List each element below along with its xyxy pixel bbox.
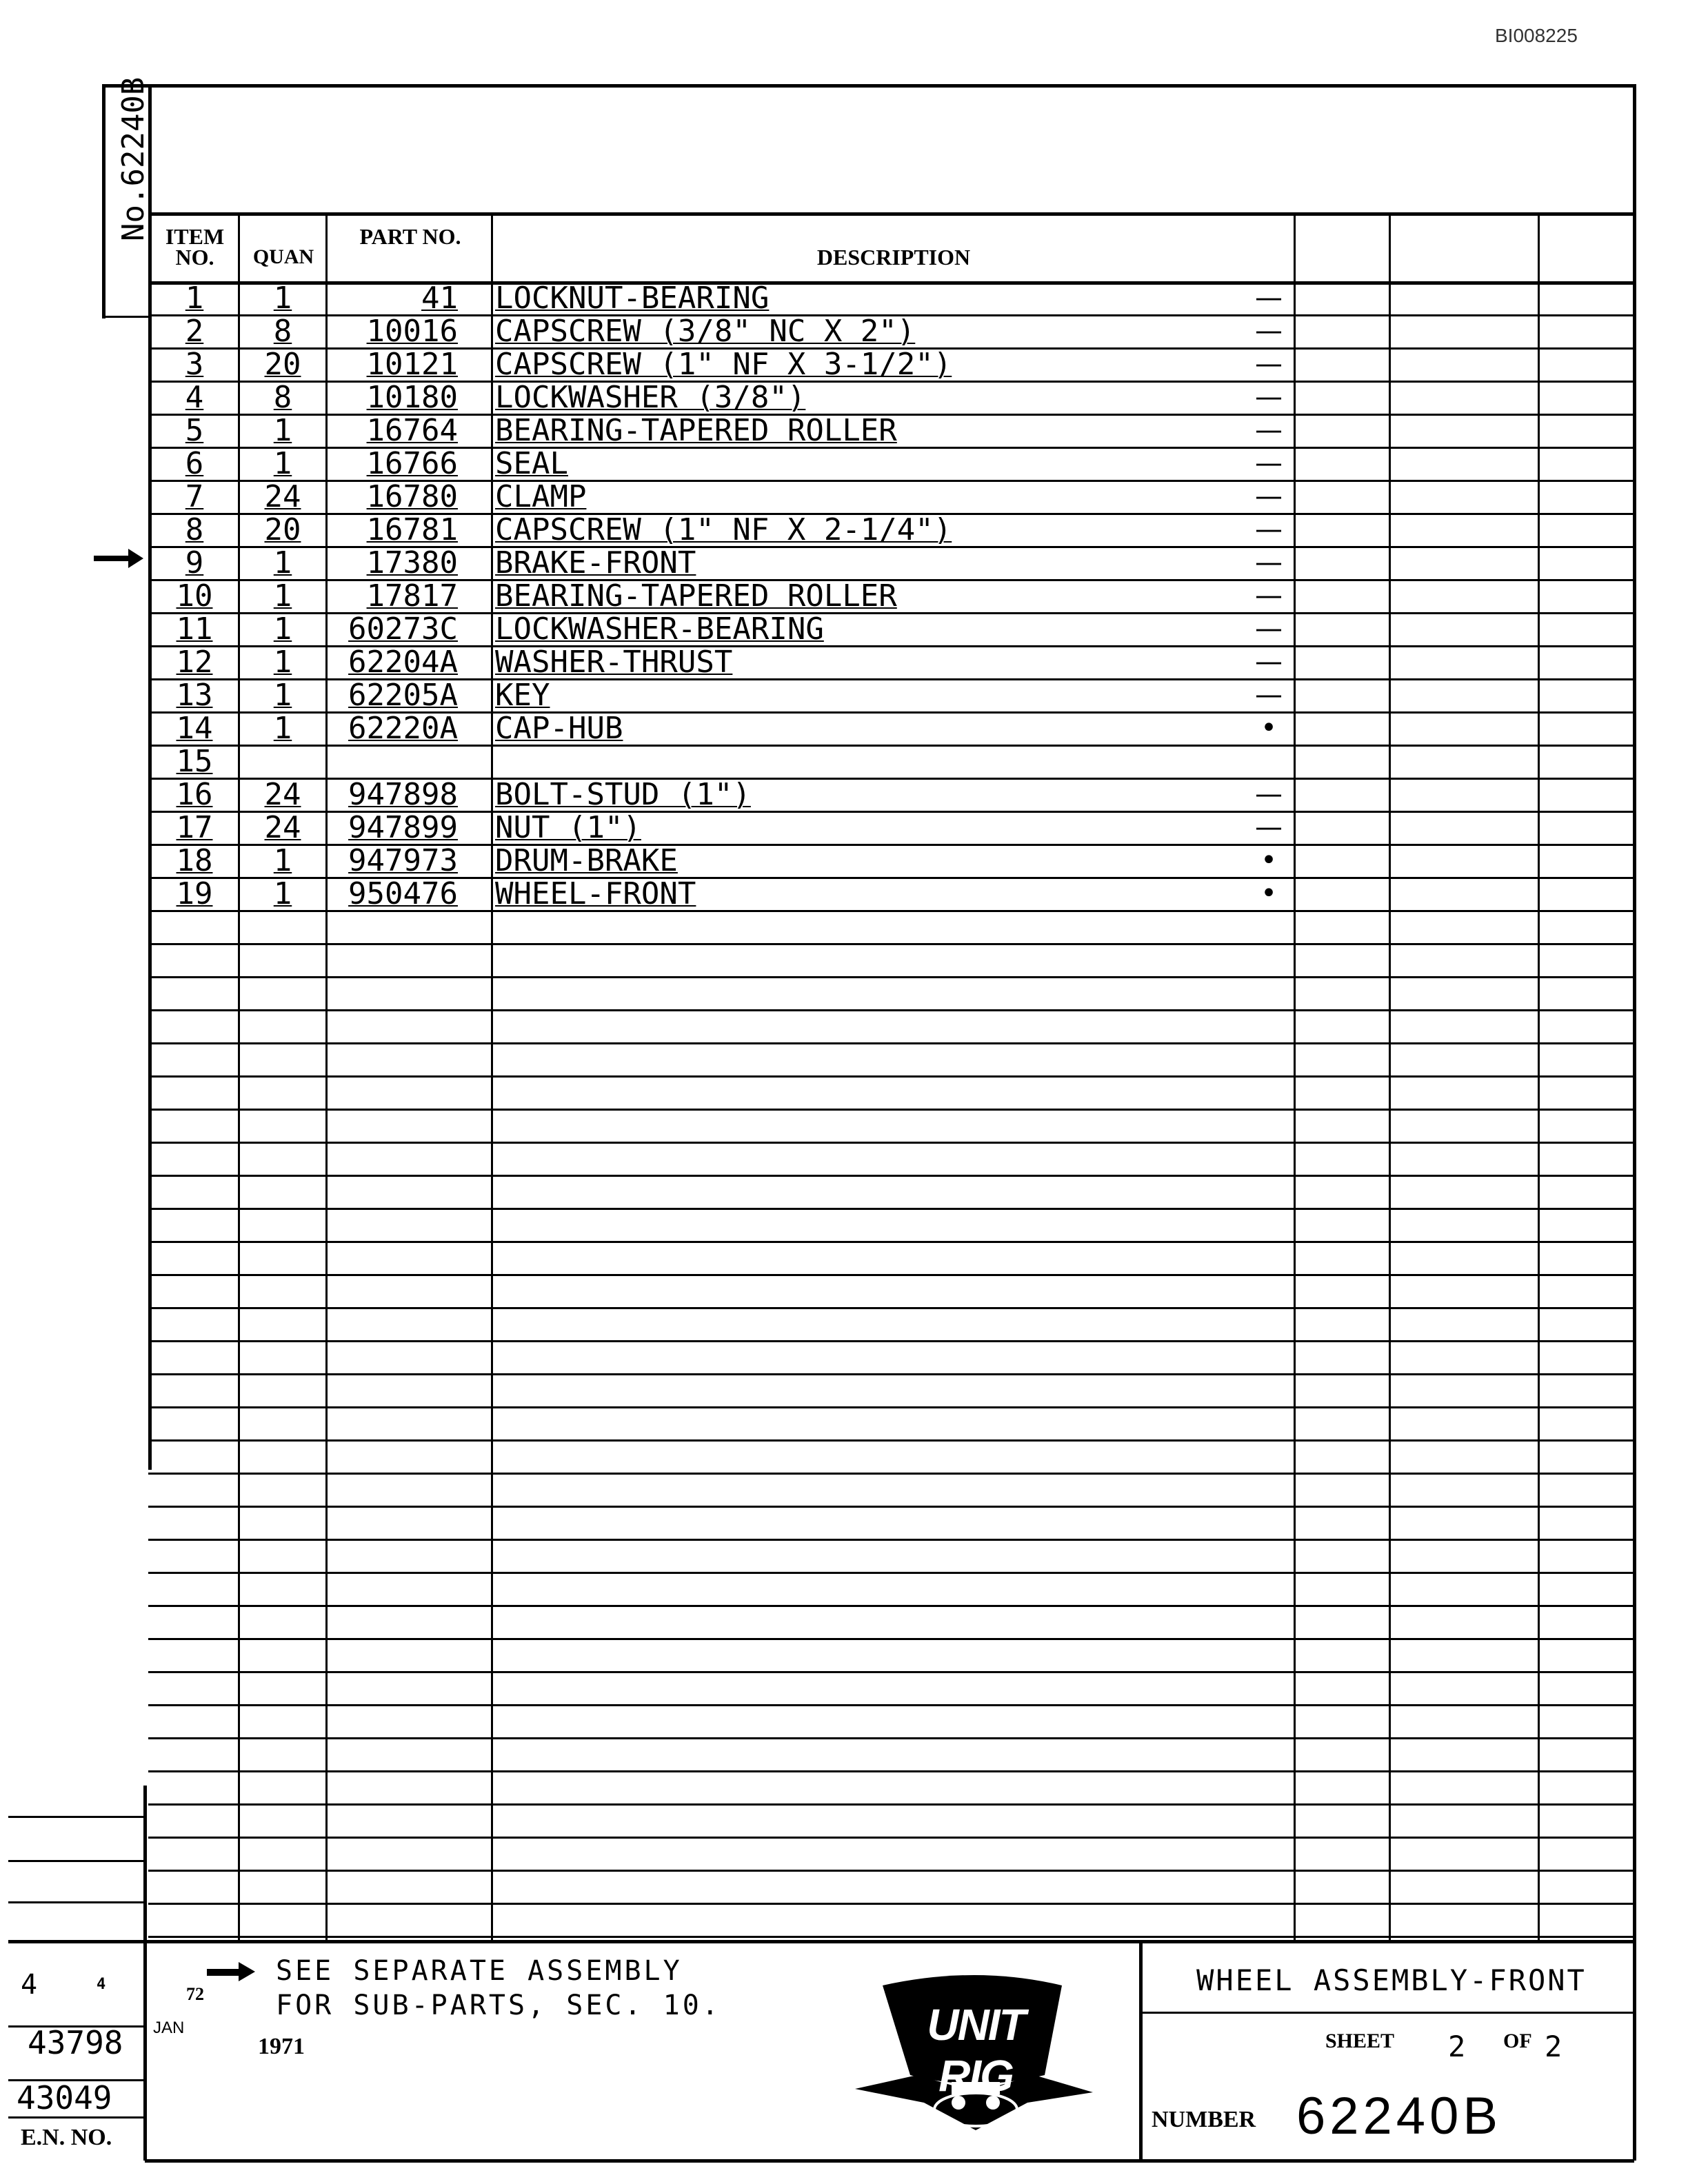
header-part-no: PART NO. (359, 224, 461, 249)
part-number: 16764 (366, 413, 458, 448)
part-number: 62204A (348, 645, 458, 680)
part-number: 16780 (366, 479, 458, 514)
part-number: 60273C (348, 611, 458, 647)
quantity: 20 (264, 512, 301, 547)
row-line (148, 1803, 1634, 1806)
part-number: 947898 (348, 777, 458, 812)
row-line (148, 1837, 1634, 1839)
stock-mark: — (1255, 580, 1283, 611)
row-line (148, 976, 1634, 978)
stock-mark: — (1255, 481, 1283, 512)
item-number: 7 (185, 479, 204, 514)
en-entry-1: 4 (21, 1969, 38, 2001)
quantity: 8 (273, 314, 292, 349)
quantity: 1 (273, 843, 292, 878)
quantity: 24 (264, 777, 301, 812)
item-number: 19 (176, 876, 213, 911)
stock-mark: — (1255, 381, 1283, 413)
stock-mark: — (1255, 315, 1283, 347)
row-line (148, 1936, 1634, 1938)
rev-month: JAN (153, 2019, 185, 2037)
part-number: 950476 (348, 876, 458, 911)
item-number: 15 (176, 744, 213, 779)
stock-mark: — (1255, 778, 1283, 810)
en-no-label: E.N. NO. (21, 2125, 112, 2150)
row-line (148, 1473, 1634, 1475)
row-line (148, 1142, 1634, 1144)
document-id: BI008225 (1495, 25, 1578, 46)
row-line (148, 1175, 1634, 1177)
sheet-total: 2 (1545, 2030, 1563, 2063)
row-line (148, 1539, 1634, 1541)
part-number: 10016 (366, 314, 458, 349)
stock-mark: — (1255, 811, 1283, 843)
note-line-1: SEE SEPARATE ASSEMBLY (276, 1955, 683, 1987)
part-number: 16781 (366, 512, 458, 547)
quantity: 8 (273, 380, 292, 415)
description: WHEEL-FRONT (495, 876, 696, 911)
rev-year: 1971 (258, 2034, 305, 2059)
part-number: 947899 (348, 810, 458, 845)
description: LOCKWASHER (3/8") (495, 380, 806, 415)
quantity: 1 (273, 545, 292, 580)
description: CAPSCREW (1" NF X 3-1/2") (495, 347, 952, 382)
en-entry-2: 43798 (28, 2024, 123, 2061)
item-number: 16 (176, 777, 213, 812)
description: CLAMP (495, 479, 587, 514)
unit-rig-logo (855, 1972, 1096, 2144)
quantity: 20 (264, 347, 301, 382)
note-arrow-shaft (207, 1969, 241, 1976)
rev-mark: 72 (186, 1984, 204, 2004)
header-quan: QUAN (252, 245, 314, 268)
stock-mark: • (1260, 712, 1277, 744)
row-line (148, 1109, 1634, 1111)
row-line (148, 1340, 1634, 1342)
item-number: 11 (176, 611, 213, 647)
item-number: 5 (185, 413, 204, 448)
drawing-number: 62240B (1296, 2087, 1503, 2145)
description: KEY (495, 678, 550, 713)
stock-mark: — (1255, 514, 1283, 545)
row-line (148, 1704, 1634, 1706)
row-line (148, 1406, 1634, 1408)
row-line (148, 1274, 1634, 1276)
item-number: 6 (185, 446, 204, 481)
item-number: 14 (176, 711, 213, 746)
row-line (148, 1903, 1634, 1905)
row-line (148, 1042, 1634, 1044)
description: CAPSCREW (3/8" NC X 2") (495, 314, 916, 349)
quantity: 1 (273, 645, 292, 680)
quantity: 1 (273, 678, 292, 713)
row-line (148, 1075, 1634, 1078)
sheet-number: 2 (1448, 2030, 1466, 2063)
part-number: 10180 (366, 380, 458, 415)
stock-mark: — (1255, 646, 1283, 678)
part-number: 10121 (366, 347, 458, 382)
stock-mark: • (1260, 878, 1277, 909)
description: LOCKWASHER-BEARING (495, 611, 824, 647)
row-line (148, 1241, 1634, 1243)
item-number: 2 (185, 314, 204, 349)
quantity: 1 (273, 446, 292, 481)
quantity: 1 (273, 876, 292, 911)
item-number: 10 (176, 578, 213, 614)
item-number: 1 (185, 281, 204, 316)
stock-mark: — (1255, 679, 1283, 711)
sheet-label: SHEET (1325, 2030, 1395, 2052)
description: BEARING-TAPERED ROLLER (495, 413, 897, 448)
quantity: 1 (273, 413, 292, 448)
en-entry-3: 43049 (17, 2079, 112, 2116)
row-line (148, 1638, 1634, 1640)
stock-mark: — (1255, 348, 1283, 380)
description: DRUM-BRAKE (495, 843, 678, 878)
row-line (148, 1506, 1634, 1508)
quantity: 1 (273, 281, 292, 316)
row-line (148, 1439, 1634, 1442)
item-number: 9 (185, 545, 204, 580)
row-line (148, 1737, 1634, 1739)
item-number: 8 (185, 512, 204, 547)
item-number: 17 (176, 810, 213, 845)
description: BEARING-TAPERED ROLLER (495, 578, 897, 614)
description: CAPSCREW (1" NF X 2-1/4") (495, 512, 952, 547)
part-number: 16766 (366, 446, 458, 481)
row-line (148, 1770, 1634, 1772)
row-line (148, 1870, 1634, 1872)
stock-mark: — (1255, 447, 1283, 479)
item-number: 13 (176, 678, 213, 713)
en-entry-1-note: 4 (97, 1976, 106, 1993)
quantity: 1 (273, 578, 292, 614)
row-line (148, 1208, 1634, 1210)
item-number: 18 (176, 843, 213, 878)
part-number: 17817 (366, 578, 458, 614)
revision-arrow-icon (128, 549, 143, 568)
stock-mark: — (1255, 282, 1283, 314)
number-label: NUMBER (1152, 2107, 1256, 2132)
part-number: 947973 (348, 843, 458, 878)
note-arrow-icon (239, 1962, 255, 1981)
part-number: 62205A (348, 678, 458, 713)
drawing-title: WHEEL ASSEMBLY-FRONT (1196, 1963, 1587, 1997)
stock-mark: • (1260, 845, 1277, 876)
note-line-2: FOR SUB-PARTS, SEC. 10. (276, 1990, 721, 2021)
header-description: DESCRIPTION (816, 245, 971, 270)
description: SEAL (495, 446, 568, 481)
part-number: 62220A (348, 711, 458, 746)
stock-mark: — (1255, 613, 1283, 645)
row-line (148, 1605, 1634, 1607)
part-number: 41 (421, 281, 458, 316)
row-line (148, 1572, 1634, 1574)
item-number: 12 (176, 645, 213, 680)
description: LOCKNUT-BEARING (495, 281, 770, 316)
side-drawing-number: No.62240B (116, 77, 151, 241)
description: CAP-HUB (495, 711, 623, 746)
stock-mark: — (1255, 547, 1283, 578)
quantity: 1 (273, 711, 292, 746)
row-line (148, 1373, 1634, 1375)
item-number: 4 (185, 380, 204, 415)
row-line (148, 1307, 1634, 1309)
header-item-no: ITEM NO. (165, 224, 225, 270)
of-label: OF (1503, 2030, 1532, 2052)
revision-arrow-shaft (94, 556, 131, 561)
logo-text: UNIT RIG (927, 2000, 1025, 2101)
item-number: 3 (185, 347, 204, 382)
stock-mark: — (1255, 414, 1283, 446)
row-line (148, 943, 1634, 945)
description: WASHER-THRUST (495, 645, 733, 680)
description: BRAKE-FRONT (495, 545, 696, 580)
quantity: 24 (264, 810, 301, 845)
part-number: 17380 (366, 545, 458, 580)
row-line (148, 1009, 1634, 1011)
description: NUT (1") (495, 810, 641, 845)
quantity: 24 (264, 479, 301, 514)
description: BOLT-STUD (1") (495, 777, 751, 812)
row-line (148, 1671, 1634, 1673)
quantity: 1 (273, 611, 292, 647)
